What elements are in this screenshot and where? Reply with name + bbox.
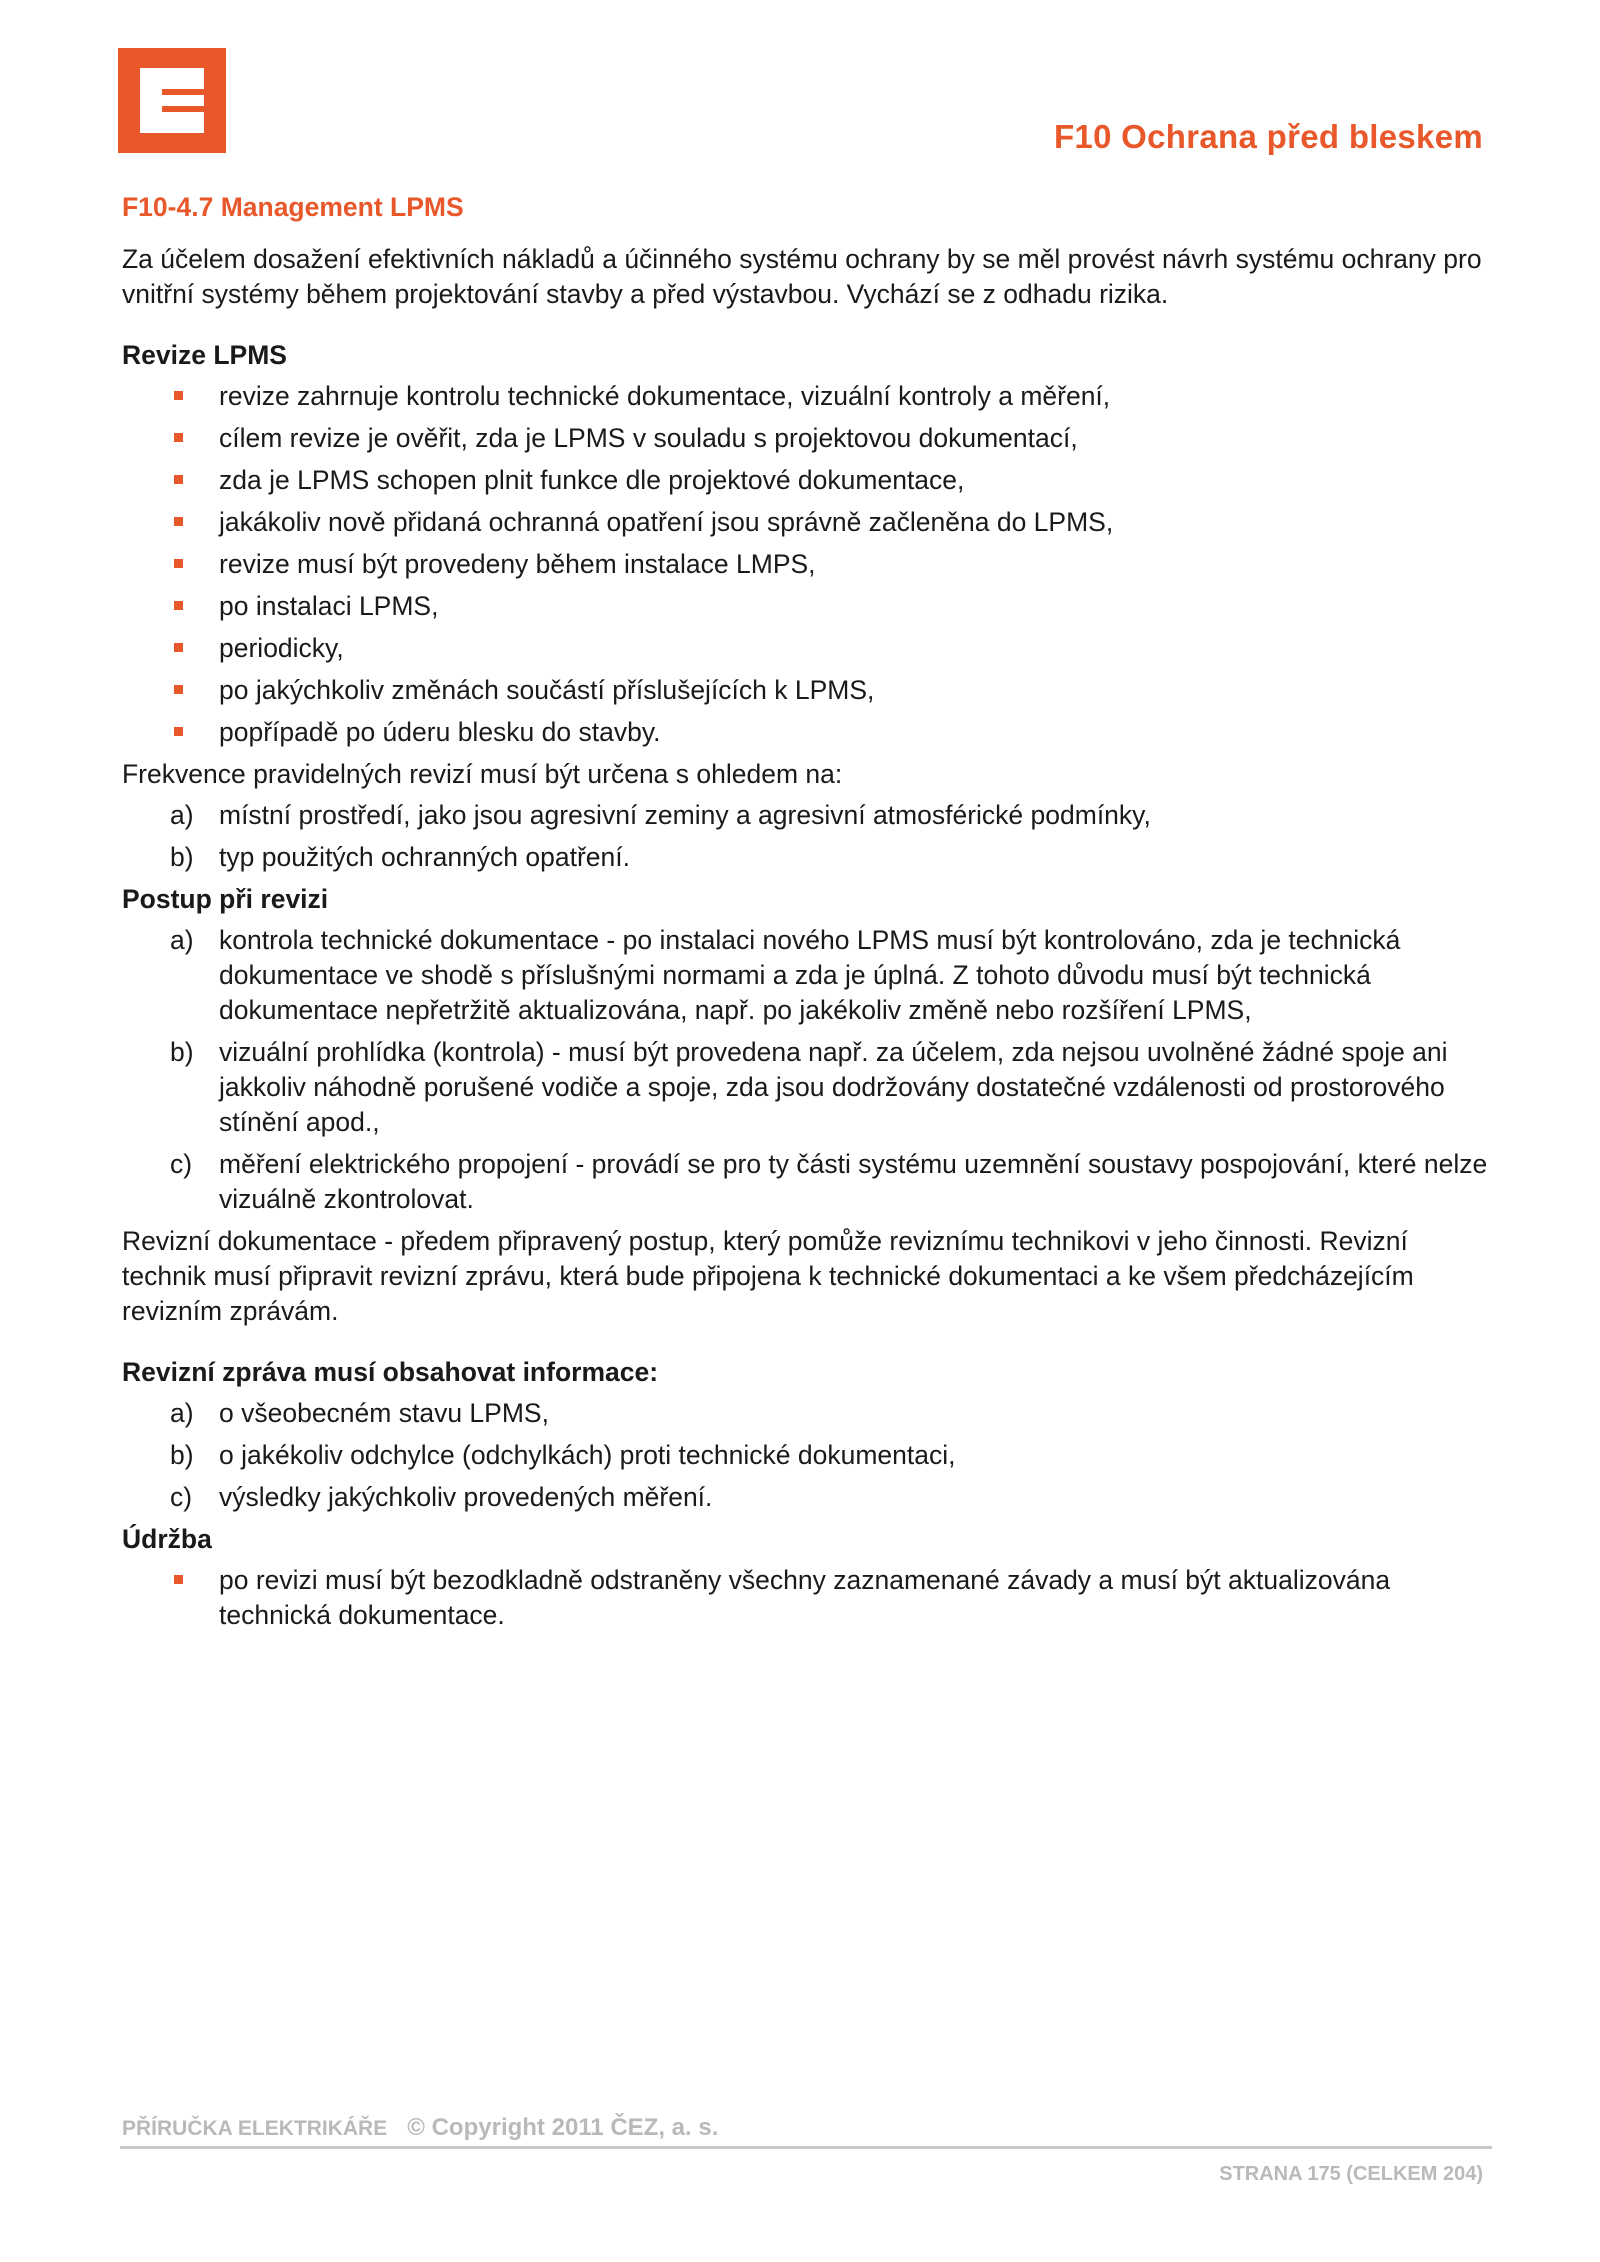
list-item: c) měření elektrického propojení - provádí se pro ty části systému uzemnění soustavy pospojování, které nelze vizuálně zkontrolovat. (170, 1149, 1488, 1214)
list-item: jakákoliv nově přidaná ochranná opatření jsou správně začleněna do LPMS, (122, 505, 1492, 540)
list-item: a) o všeobecném stavu LPMS, (170, 1398, 549, 1428)
bullet-icon (174, 559, 183, 568)
frekvence-list (122, 798, 1492, 875)
bullet-icon (174, 1575, 183, 1584)
postup-list (122, 923, 1492, 1217)
list-item: po instalaci LPMS, (122, 589, 1492, 624)
zprava-list (122, 1396, 1492, 1515)
footer-left (122, 2114, 718, 2142)
list-item: po jakýchkoliv změnách součástí příslušejících k LPMS, (122, 673, 1492, 708)
list-item: po revizi musí být bezodkladně odstraněny všechny zaznamenané závady a musí být aktualizována technická dokumentace. (122, 1563, 1492, 1633)
list-item: periodicky, (122, 631, 1492, 666)
bullet-icon (174, 475, 183, 484)
revize-heading: Revize LPMS (122, 340, 287, 370)
footer-book-title: PŘÍRUČKA ELEKTRIKÁŘE (122, 2117, 388, 2140)
dokumentace-paragraph: Revizní dokumentace - předem připravený postup, který pomůže reviznímu technikovi v jeho činnosti. Revizní technik musí připravit revizní zprávu, která bude připojena k technické dokumentaci a ke všem předcházejícím revizním zprávám. (122, 1226, 1414, 1326)
list-item: revize musí být provedeny během instalace LMPS, (122, 547, 1492, 582)
footer-copyright: © Copyright 2011 ČEZ, a. s. (407, 2114, 719, 2141)
list-item: b) o jakékoliv odchylce (odchylkách) proti technické dokumentaci, (170, 1440, 956, 1470)
chapter-title: F10 Ochrana před bleskem (1053, 118, 1483, 155)
list-item: a) místní prostředí, jako jsou agresivní zeminy a agresivní atmosférické podmínky, (170, 800, 1151, 830)
postup-heading: Postup při revizi (122, 884, 329, 914)
bullet-icon (174, 391, 183, 400)
list-item: revize zahrnuje kontrolu technické dokumentace, vizuální kontroly a měření, (122, 379, 1492, 414)
list-item: b) vizuální prohlídka (kontrola) - musí být provedena např. za účelem, zda nejsou uvolněné žádné spoje ani jakkoliv náhodně porušené vodiče a spoje, zda jsou dodržovány dostatečné vzdálenosti od prostorového stínění apod., (170, 1037, 1448, 1137)
footer-divider (120, 2146, 1492, 2149)
bullet-icon (174, 727, 183, 736)
bullet-icon (174, 601, 183, 610)
bullet-icon (174, 433, 183, 442)
list-item: a) kontrola technické dokumentace - po instalaci nového LPMS musí být kontrolováno, zda je technická dokumentace ve shodě s příslušnými normami a zda je úplná. Z tohoto důvodu musí být technická dokumentace nepřetržitě aktualizována, např. po jakékoliv změně nebo rozšíření LPMS, (170, 925, 1401, 1025)
zprava-heading: Revizní zpráva musí obsahovat informace: (122, 1357, 659, 1387)
bullet-icon (174, 685, 183, 694)
bullet-icon (174, 517, 183, 526)
list-item: c) výsledky jakýchkoliv provedených měření. (170, 1482, 713, 1512)
section-title: F10-4.7 Management LPMS (122, 192, 464, 222)
cez-logo (118, 48, 226, 153)
udrzba-list (122, 1563, 1492, 1633)
page-number: STRANA 175 (CELKEM 204) (1219, 2163, 1483, 2185)
intro-paragraph: Za účelem dosažení efektivních nákladů a účinného systému ochrany by se měl provést návrh systému ochrany pro vnitřní systémy během projektování stavby a před výstavbou. Vychází se z odhadu rizika. (122, 244, 1482, 309)
list-item: b) typ použitých ochranných opatření. (170, 842, 630, 872)
document-body (122, 190, 1492, 1640)
list-item: zda je LPMS schopen plnit funkce dle projektové dokumentace, (122, 463, 1492, 498)
udrzba-heading: Údržba (122, 1524, 212, 1554)
bullet-icon (174, 643, 183, 652)
list-item: cílem revize je ověřit, zda je LPMS v souladu s projektovou dokumentací, (122, 421, 1492, 456)
revize-list (122, 379, 1492, 750)
list-item: popřípadě po úderu blesku do stavby. (122, 715, 1492, 750)
frekvence-intro: Frekvence pravidelných revizí musí být určena s ohledem na: (122, 759, 843, 789)
